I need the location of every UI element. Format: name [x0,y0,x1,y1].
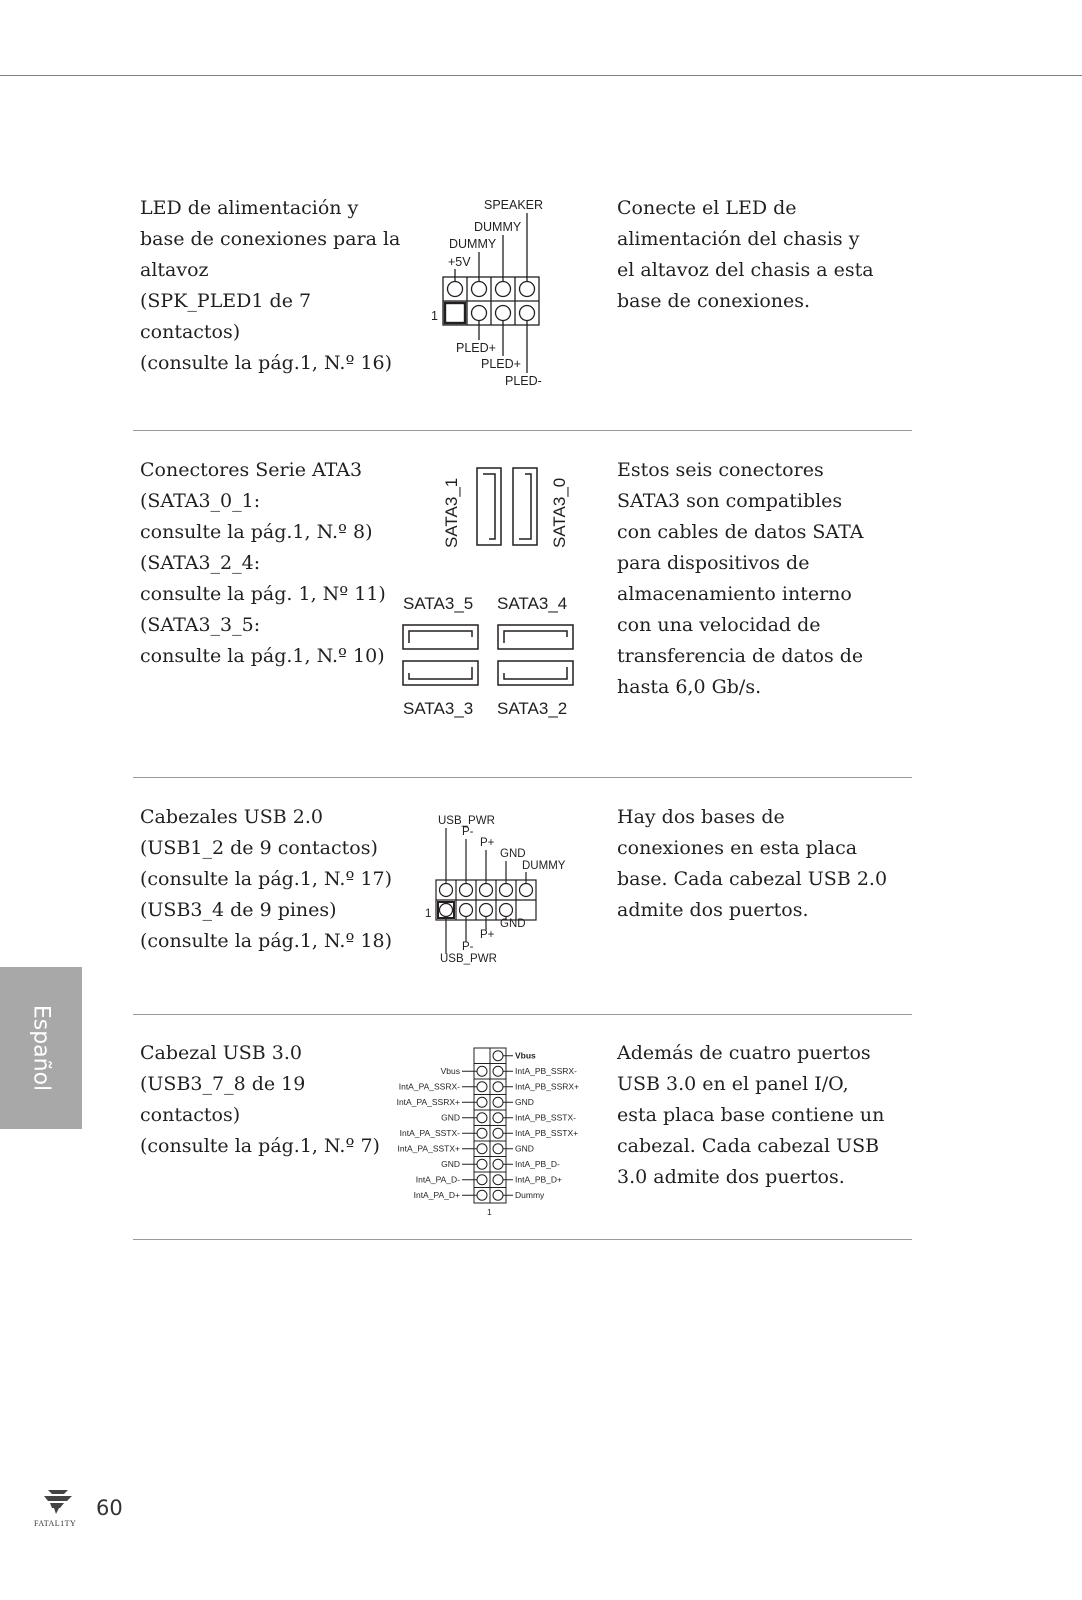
spk-pled-diagram [420,195,580,395]
text-line: (SATA3_0_1: [140,490,261,512]
text-line: contactos) [140,1104,241,1126]
pin-label-pb-ssrx-plus: IntA_PB_SSRX+ [515,1081,580,1092]
text-line: Además de cuatro puertos [617,1042,871,1064]
text-line: base. Cada cabezal USB 2.0 [617,868,888,890]
text-line: transferencia de datos de [617,645,864,667]
text-line: (consulte la pág.1, N.º 16) [140,352,393,374]
label-sata3-1: SATA3_1 [442,477,461,548]
section-divider [133,430,912,431]
pin-label-pb-sstx-plus: IntA_PB_SSTX+ [515,1128,579,1138]
pin-label-pb-sstx-minus: IntA_PB_SSTX- [515,1112,576,1123]
pin-label-pb-d-plus: IntA_PB_D+ [515,1174,563,1185]
section-divider [133,777,912,778]
text-line: (SATA3_3_5: [140,614,261,636]
text-line: el altavoz del chasis a esta [617,259,874,281]
logo-wordmark: FATAL1TY [34,1519,77,1528]
label-dummy: DUMMY [449,237,497,251]
pin-label-pa-d-minus: IntA_PA_D- [415,1174,460,1185]
label-pin1: 1 [425,908,432,920]
label-p-plus: P+ [480,837,495,849]
text-line: Conecte el LED de [617,197,797,219]
label-pled-plus: PLED+ [456,341,496,355]
section-divider [133,1014,912,1015]
text-line: Cabezales USB 2.0 [140,806,323,828]
text-line: conexiones en esta placa [617,837,858,859]
pin-label-dummy: Dummy [515,1190,545,1200]
pin-label-gnd: GND [515,1097,534,1107]
text-line: cabezal. Cada cabezal USB [617,1135,880,1157]
pin-label-vbus: Vbus [515,1050,536,1061]
text-line: con cables de datos SATA [617,521,864,543]
label-sata3-4: SATA3_4 [497,594,568,613]
text-line: consulte la pág.1, N.º 8) [140,521,373,543]
label-pled-minus: PLED- [505,374,542,388]
text-line: hasta 6,0 Gb/s. [617,676,762,698]
text-line: LED de alimentación y [140,197,359,219]
pin-label-gnd: GND [441,1112,460,1123]
label-pin1: 1 [487,1207,492,1217]
text-line: base de conexiones para la [140,228,401,250]
text-line: consulte la pág.1, N.º 10) [140,645,385,667]
label-p-minus: P- [462,826,474,838]
text-line: Cabezal USB 3.0 [140,1042,302,1064]
spk-pled-note [617,193,874,317]
text-line: (consulte la pág.1, N.º 18) [140,930,393,952]
usb2-note [617,802,888,926]
label-usb-pwr: USB_PWR [440,953,497,965]
text-line: base de conexiones. [617,290,811,312]
text-line: SATA3 son compatibles [617,490,843,512]
pin-label-pb-ssrx-minus: IntA_PB_SSRX- [515,1066,577,1076]
pin-label-pa-d-plus: IntA_PA_D+ [413,1190,460,1200]
text-line: (SPK_PLED1 de 7 [140,290,312,312]
usb2-description [140,802,393,957]
sata3-description [140,455,390,672]
text-line: (SATA3_2_4: [140,552,261,574]
text-line: (consulte la pág.1, N.º 7) [140,1135,380,1157]
language-side-tab [0,967,82,1129]
usb3-note [617,1038,885,1193]
text-line: (USB3_7_8 de 19 [140,1073,306,1095]
pin-label-vbus: Vbus [440,1066,460,1076]
label-gnd: GND [500,848,526,860]
section-divider [133,1239,912,1240]
pin-label-pa-ssrx-plus: IntA_PA_SSRX+ [396,1097,460,1107]
text-line: alimentación del chasis y [617,228,860,250]
text-line: contactos) [140,321,241,343]
usb3-diagram [390,1040,600,1220]
label-dummy: DUMMY [522,860,566,872]
text-line: (USB1_2 de 9 contactos) [140,837,378,859]
label-p-minus: P- [462,941,474,953]
page-number: 60 [96,1496,123,1520]
label-dummy: DUMMY [474,220,522,234]
text-line: altavoz [140,259,209,281]
text-line: admite dos puertos. [617,899,809,921]
pin-label-pa-sstx-plus: IntA_PA_SSTX+ [397,1143,460,1154]
text-line: con una velocidad de [617,614,821,636]
pin-label-pb-d-minus: IntA_PB_D- [515,1159,560,1169]
usb3-description [140,1038,390,1162]
text-line: USB 3.0 en el panel I/O, [617,1073,849,1095]
top-rule [0,75,1082,76]
pin-label-gnd: GND [515,1143,534,1154]
text-line: Estos seis conectores [617,459,824,481]
label-speaker: SPEAKER [484,198,544,212]
label-sata3-2: SATA3_2 [497,699,568,718]
text-line: (USB3_4 de 9 pines) [140,899,337,921]
label-p-plus: P+ [480,929,495,941]
fatal1ty-logo [34,1488,90,1528]
text-line: almacenamiento interno [617,583,852,605]
pin-label-pa-ssrx-minus: IntA_PA_SSRX- [398,1081,460,1092]
pin-label-pa-sstx-minus: IntA_PA_SSTX- [399,1128,460,1138]
usb2-diagram [420,810,580,975]
label-usb-pwr: USB_PWR [438,815,495,827]
text-line: Conectores Serie ATA3 [140,459,363,481]
label-pin1: 1 [431,309,438,323]
text-line: esta placa base contiene un [617,1104,885,1126]
label-sata3-3: SATA3_3 [403,699,474,718]
text-line: para dispositivos de [617,552,810,574]
label-sata3-5: SATA3_5 [403,594,474,613]
label-pled-plus: PLED+ [481,357,521,371]
label-gnd: GND [500,918,526,930]
sata3-diagram [400,458,600,728]
spk-pled-description [140,193,401,379]
text-line: 3.0 admite dos puertos. [617,1166,845,1188]
label-sata3-0: SATA3_0 [550,477,569,548]
side-tab-label: Español [28,1004,54,1092]
text-line: (consulte la pág.1, N.º 17) [140,868,393,890]
text-line: Hay dos bases de [617,806,785,828]
label-5v: +5V [448,255,471,269]
pin-label-gnd: GND [441,1159,460,1169]
sata3-note [617,455,867,703]
text-line: consulte la pág. 1, Nº 11) [140,583,386,605]
